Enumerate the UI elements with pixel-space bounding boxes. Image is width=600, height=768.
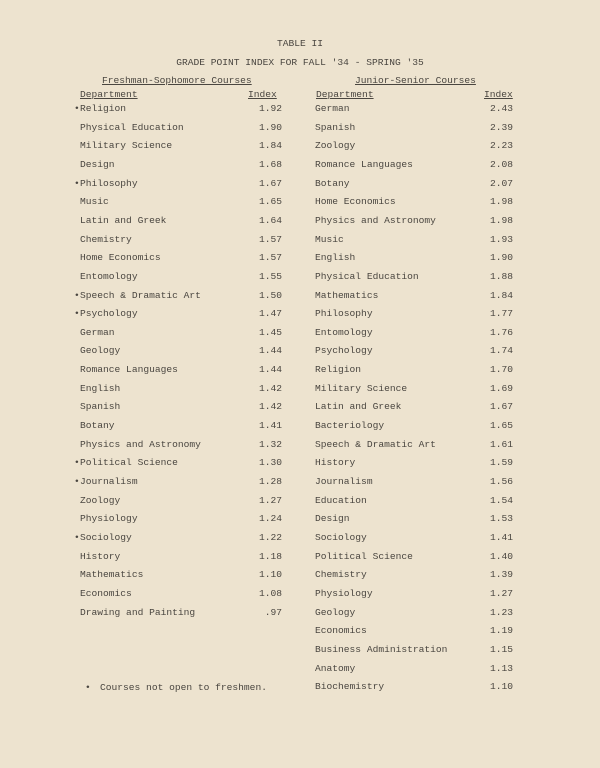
index-value: 1.42 <box>258 401 282 413</box>
department-name: Zoology <box>315 140 356 152</box>
index-value: 2.43 <box>489 103 513 114</box>
index-value: 1.56 <box>489 476 513 487</box>
department-name: Romance Languages <box>315 158 413 170</box>
department-name: Speech & Dramatic Art <box>80 289 201 301</box>
department-name: Anatomy <box>315 662 356 674</box>
department-name: German <box>80 326 115 338</box>
not-open-to-freshmen-marker: • <box>74 103 80 114</box>
department-name: Philosophy <box>80 177 138 189</box>
index-value: 1.76 <box>489 326 513 338</box>
index-value: 2.39 <box>489 121 513 133</box>
department-name: English <box>315 252 356 264</box>
index-value: 1.41 <box>258 420 282 432</box>
index-value: 1.90 <box>489 252 513 264</box>
index-value: 1.18 <box>258 550 282 562</box>
index-value: 1.84 <box>258 140 282 152</box>
department-name: Chemistry <box>315 569 367 581</box>
department-name: Entomology <box>80 270 138 282</box>
not-open-to-freshmen-marker: • <box>74 177 80 189</box>
index-value: 1.22 <box>258 531 282 543</box>
department-name: Economics <box>80 587 132 599</box>
right-heading: Junior-Senior Courses <box>355 75 476 86</box>
index-value: 1.54 <box>489 494 513 506</box>
index-value: 1.45 <box>258 326 282 338</box>
index-value: 1.64 <box>258 214 282 226</box>
index-value: 1.44 <box>258 345 282 357</box>
index-value: 1.88 <box>489 270 513 282</box>
department-name: Physical Education <box>315 270 419 282</box>
index-value: 1.70 <box>489 364 513 376</box>
department-name: Botany <box>315 177 350 189</box>
department-name: Military Science <box>80 140 173 152</box>
department-name: English <box>80 382 121 394</box>
index-value: 1.65 <box>258 196 282 208</box>
index-value: 1.59 <box>489 457 513 469</box>
department-name: Psychology <box>80 308 138 320</box>
index-value: 1.13 <box>489 662 513 674</box>
index-value: 1.41 <box>489 531 513 543</box>
index-value: 1.90 <box>258 121 282 133</box>
department-name: Journalism <box>80 476 138 487</box>
index-value: 1.10 <box>489 681 513 693</box>
department-name: Spanish <box>315 121 356 133</box>
department-name: Spanish <box>80 401 121 413</box>
index-value: 1.27 <box>489 587 513 599</box>
index-value: 1.19 <box>489 625 513 637</box>
department-name: Physics and Astronomy <box>80 438 201 450</box>
department-name: Entomology <box>315 326 373 338</box>
index-value: 1.42 <box>258 382 282 394</box>
department-name: Psychology <box>315 345 373 357</box>
department-name: Music <box>80 196 109 208</box>
department-name: Religion <box>80 103 127 114</box>
department-name: Home Economics <box>315 196 396 208</box>
department-name: Drawing and Painting <box>80 606 196 618</box>
index-value: 1.92 <box>258 103 282 114</box>
not-open-to-freshmen-marker: • <box>74 289 80 301</box>
department-name: Zoology <box>80 494 121 506</box>
index-value: 1.67 <box>489 401 513 413</box>
index-value: 1.40 <box>489 550 513 562</box>
department-name: Speech & Dramatic Art <box>315 438 436 450</box>
department-name: Latin and Greek <box>315 401 402 413</box>
department-name: Religion <box>315 364 362 376</box>
department-name: Biochemistry <box>315 681 385 693</box>
department-name: Physiology <box>80 513 138 525</box>
footnote-text: Courses not open to freshmen. <box>100 682 267 693</box>
department-name: German <box>315 103 350 114</box>
department-name: Military Science <box>315 382 408 394</box>
index-value: 1.50 <box>258 289 282 301</box>
left-col-department: Department <box>80 89 138 100</box>
department-name: Home Economics <box>80 252 161 264</box>
index-value: 2.23 <box>489 140 513 152</box>
department-name: History <box>315 457 356 469</box>
index-value: 1.39 <box>489 569 513 581</box>
department-name: Bacteriology <box>315 420 385 432</box>
index-value: 1.15 <box>489 643 513 655</box>
index-value: .97 <box>264 606 282 618</box>
index-value: 1.57 <box>258 233 282 245</box>
index-value: 1.47 <box>258 308 282 320</box>
index-value: 1.24 <box>258 513 282 525</box>
index-value: 1.23 <box>489 606 513 618</box>
department-name: Philosophy <box>315 308 373 320</box>
index-value: 1.10 <box>258 569 282 581</box>
department-name: Mathematics <box>80 569 144 581</box>
table-subtitle: GRADE POINT INDEX FOR FALL '34 - SPRING '35 <box>176 57 424 68</box>
left-heading: Freshman-Sophomore Courses <box>102 75 252 86</box>
department-name: Physical Education <box>80 121 184 133</box>
department-name: Latin and Greek <box>80 214 167 226</box>
department-name: Romance Languages <box>80 364 178 376</box>
index-value: 1.74 <box>489 345 513 357</box>
right-col-department: Department <box>316 89 374 100</box>
index-value: 1.57 <box>258 252 282 264</box>
index-value: 2.07 <box>489 177 513 189</box>
index-value: 1.32 <box>258 438 282 450</box>
index-value: 1.44 <box>258 364 282 376</box>
department-name: Physics and Astronomy <box>315 214 436 226</box>
department-name: Mathematics <box>315 289 379 301</box>
department-name: Sociology <box>315 531 367 543</box>
index-value: 1.93 <box>489 233 513 245</box>
not-open-to-freshmen-marker: • <box>74 476 80 487</box>
index-value: 2.08 <box>489 158 513 170</box>
index-value: 1.77 <box>489 308 513 320</box>
department-name: Geology <box>80 345 121 357</box>
footnote-marker: • <box>85 682 91 693</box>
not-open-to-freshmen-marker: • <box>74 308 80 320</box>
department-name: Education <box>315 494 367 506</box>
department-name: Political Science <box>80 457 178 469</box>
department-name: Business Administration <box>315 643 448 655</box>
not-open-to-freshmen-marker: • <box>74 531 80 543</box>
index-value: 1.65 <box>489 420 513 432</box>
index-value: 1.98 <box>489 196 513 208</box>
index-value: 1.98 <box>489 214 513 226</box>
table-title: TABLE II <box>276 38 324 49</box>
department-name: Sociology <box>80 531 132 543</box>
department-name: Music <box>315 233 344 245</box>
department-name: Journalism <box>315 476 373 487</box>
index-value: 1.84 <box>489 289 513 301</box>
index-value: 1.68 <box>258 158 282 170</box>
department-name: Botany <box>80 420 115 432</box>
index-value: 1.69 <box>489 382 513 394</box>
department-name: Economics <box>315 625 367 637</box>
index-value: 1.30 <box>258 457 282 469</box>
index-value: 1.67 <box>258 177 282 189</box>
index-value: 1.27 <box>258 494 282 506</box>
department-name: Design <box>315 513 350 525</box>
department-name: History <box>80 550 121 562</box>
not-open-to-freshmen-marker: • <box>74 457 80 469</box>
right-col-index: Index <box>484 89 513 100</box>
department-name: Design <box>80 158 115 170</box>
left-col-index: Index <box>248 89 277 100</box>
department-name: Chemistry <box>80 233 132 245</box>
index-value: 1.61 <box>489 438 513 450</box>
index-value: 1.55 <box>258 270 282 282</box>
department-name: Political Science <box>315 550 413 562</box>
index-value: 1.08 <box>258 587 282 599</box>
department-name: Physiology <box>315 587 373 599</box>
index-value: 1.53 <box>489 513 513 525</box>
index-value: 1.28 <box>258 476 282 487</box>
department-name: Geology <box>315 606 356 618</box>
